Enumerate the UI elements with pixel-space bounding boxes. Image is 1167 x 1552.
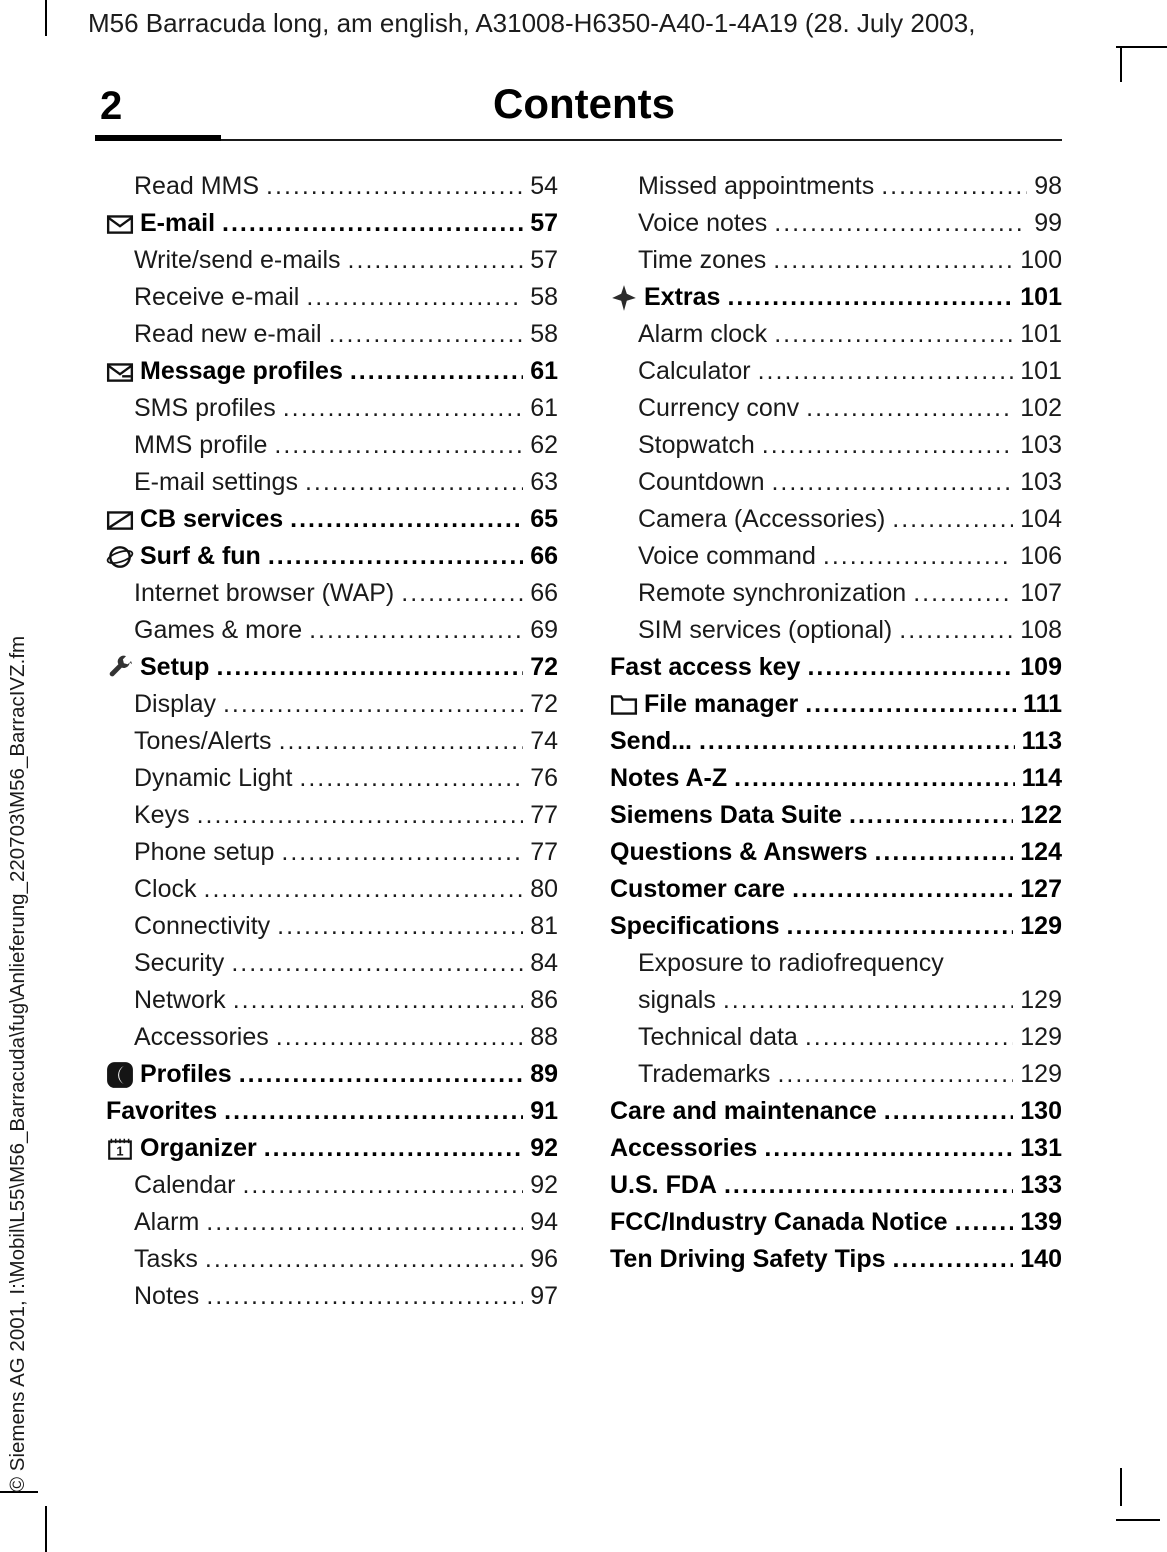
toc-entry-label: Display bbox=[134, 690, 216, 718]
toc-entry bbox=[106, 538, 558, 575]
toc-entry-page: 99 bbox=[1034, 209, 1062, 237]
toc-entry-page: 114 bbox=[1021, 764, 1062, 792]
toc-leader-dots bbox=[899, 612, 1013, 649]
toc-entry bbox=[610, 612, 1062, 649]
toc-entry-label: Ten Driving Safety Tips bbox=[610, 1245, 886, 1273]
toc-entry-label: Remote synchronization bbox=[638, 579, 907, 607]
toc-entry-label: E-mail bbox=[140, 209, 216, 237]
toc-entry bbox=[610, 1167, 1062, 1204]
toc-leader-dots bbox=[806, 390, 1013, 427]
toc-leader-dots bbox=[205, 1241, 523, 1278]
toc-entry-page: 54 bbox=[530, 172, 558, 200]
toc-leader-dots bbox=[823, 538, 1013, 575]
toc-entry-label: Setup bbox=[140, 653, 210, 681]
toc-leader-dots bbox=[874, 834, 1013, 871]
toc-entry-page: 81 bbox=[530, 912, 558, 940]
toc-entry-label: Dynamic Light bbox=[134, 764, 293, 792]
toc-entry-page: 106 bbox=[1020, 542, 1062, 570]
toc-entry bbox=[610, 464, 1062, 501]
toc-entry-page: 109 bbox=[1020, 653, 1062, 681]
document-header-line: M56 Barracuda long, am english, A31008-H6350-A40-1-4A19 (28. July 2003, bbox=[88, 8, 976, 38]
toc-entry-page: 58 bbox=[530, 283, 558, 311]
toc-leader-dots bbox=[206, 1278, 523, 1315]
toc-entry bbox=[106, 168, 558, 205]
toc-entry-page: 113 bbox=[1021, 727, 1062, 755]
toc-entry-page: 98 bbox=[1034, 172, 1062, 200]
toc-leader-dots bbox=[239, 1056, 523, 1093]
toc-entry bbox=[610, 649, 1062, 686]
toc-entry-page: 101 bbox=[1020, 357, 1062, 385]
toc-entry bbox=[106, 797, 558, 834]
toc-entry-label: Siemens Data Suite bbox=[610, 801, 843, 829]
toc-entry-label: Currency conv bbox=[638, 394, 800, 422]
email-icon bbox=[106, 210, 140, 238]
toc-leader-dots bbox=[283, 390, 523, 427]
toc-entry bbox=[106, 1241, 558, 1278]
toc-entry-page: 122 bbox=[1020, 801, 1062, 829]
toc-entry bbox=[610, 908, 1062, 945]
crop-mark bbox=[1116, 1519, 1160, 1521]
toc-entry-label: E-mail settings bbox=[134, 468, 298, 496]
toc-entry-page: 129 bbox=[1020, 912, 1062, 940]
toc-entry-page: 76 bbox=[530, 764, 558, 792]
toc-entry-label: Calendar bbox=[134, 1171, 236, 1199]
toc-leader-dots bbox=[401, 575, 523, 612]
toc-entry-label: Surf & fun bbox=[140, 542, 261, 570]
toc-leader-dots bbox=[773, 242, 1013, 279]
toc-entry-label: Exposure to radiofrequency bbox=[638, 949, 944, 977]
toc-entry bbox=[106, 575, 558, 612]
message-profiles-icon bbox=[106, 358, 140, 386]
toc-entry bbox=[106, 279, 558, 316]
cb-services-icon bbox=[106, 506, 140, 534]
toc-entry-page: 108 bbox=[1020, 616, 1062, 644]
svg-text:1: 1 bbox=[116, 1142, 124, 1158]
toc-entry bbox=[106, 1278, 558, 1315]
toc-entry bbox=[610, 168, 1062, 205]
toc-leader-dots bbox=[849, 797, 1013, 834]
toc-entry-label: Notes A-Z bbox=[610, 764, 728, 792]
toc-entry-label: SMS profiles bbox=[134, 394, 276, 422]
toc-entry bbox=[106, 316, 558, 353]
toc-leader-dots bbox=[348, 242, 524, 279]
toc-entry-page: 77 bbox=[530, 801, 558, 829]
toc-entry bbox=[610, 1093, 1062, 1130]
toc-entry-label: Connectivity bbox=[134, 912, 271, 940]
toc-entry-label: Read MMS bbox=[134, 172, 260, 200]
extras-icon bbox=[610, 284, 644, 312]
toc-entry-page: 66 bbox=[530, 579, 558, 607]
toc-leader-dots bbox=[955, 1204, 1014, 1241]
toc-leader-dots bbox=[277, 908, 523, 945]
toc-entry-label: SIM services (optional) bbox=[638, 616, 893, 644]
toc-leader-dots bbox=[309, 612, 523, 649]
toc-entry-page: 101 bbox=[1020, 283, 1062, 311]
toc-entry-label: Phone setup bbox=[134, 838, 275, 866]
toc-entry-label: Voice command bbox=[638, 542, 816, 570]
toc-entry-label: signals bbox=[638, 986, 716, 1014]
toc-entry bbox=[610, 538, 1062, 575]
toc-entry-label: Tasks bbox=[134, 1245, 198, 1273]
toc-entry-page: 111 bbox=[1023, 690, 1062, 718]
toc-leader-dots bbox=[805, 1019, 1013, 1056]
toc-entry bbox=[610, 1241, 1062, 1278]
toc-entry-page: 65 bbox=[530, 505, 558, 533]
toc-leader-dots bbox=[231, 945, 523, 982]
toc-entry-page: 139 bbox=[1020, 1208, 1062, 1236]
toc-leader-dots bbox=[305, 464, 523, 501]
toc-entry-page: 84 bbox=[530, 949, 558, 977]
crop-mark bbox=[45, 0, 47, 36]
setup-icon bbox=[106, 654, 140, 682]
toc-leader-dots bbox=[723, 982, 1013, 1019]
toc-leader-dots bbox=[884, 1093, 1014, 1130]
toc-leader-dots bbox=[787, 908, 1014, 945]
toc-entry bbox=[106, 1130, 558, 1167]
toc-entry bbox=[610, 723, 1062, 760]
toc-entry-page: 103 bbox=[1020, 468, 1062, 496]
toc-entry bbox=[610, 427, 1062, 464]
toc-entry bbox=[610, 686, 1062, 723]
toc-entry-label: Network bbox=[134, 986, 226, 1014]
toc-entry-label: Camera (Accessories) bbox=[638, 505, 886, 533]
toc-entry bbox=[610, 760, 1062, 797]
toc-entry-label: Missed appointments bbox=[638, 172, 875, 200]
toc-entry-page: 62 bbox=[530, 431, 558, 459]
toc-entry-page: 129 bbox=[1020, 1060, 1062, 1088]
toc-entry bbox=[106, 871, 558, 908]
toc-entry-page: 72 bbox=[530, 690, 558, 718]
toc-entry bbox=[610, 871, 1062, 908]
toc-entry bbox=[106, 205, 558, 242]
page-title: Contents bbox=[493, 80, 675, 127]
toc-leader-dots bbox=[774, 205, 1027, 242]
toc-entry-page: 86 bbox=[530, 986, 558, 1014]
toc-leader-dots bbox=[266, 168, 523, 205]
toc-entry bbox=[106, 1167, 558, 1204]
toc-entry-label: Voice notes bbox=[638, 209, 768, 237]
toc-entry-page: 92 bbox=[530, 1134, 558, 1162]
toc-leader-dots bbox=[224, 1093, 523, 1130]
toc-entry-page: 107 bbox=[1020, 579, 1062, 607]
toc-entry-label: Stopwatch bbox=[638, 431, 755, 459]
toc-entry-page: 140 bbox=[1020, 1245, 1062, 1273]
toc-entry bbox=[106, 945, 558, 982]
toc-entry-label: Fast access key bbox=[610, 653, 801, 681]
toc-entry-label: Care and maintenance bbox=[610, 1097, 877, 1125]
toc-entry-page: 72 bbox=[530, 653, 558, 681]
toc-leader-dots bbox=[774, 316, 1013, 353]
toc-entry bbox=[610, 1130, 1062, 1167]
toc-entry bbox=[610, 205, 1062, 242]
toc-entry-label: Read new e-mail bbox=[134, 320, 322, 348]
toc-entry-page: 129 bbox=[1020, 1023, 1062, 1051]
toc-leader-dots bbox=[807, 649, 1013, 686]
toc-entry bbox=[610, 242, 1062, 279]
toc-leader-dots bbox=[279, 723, 524, 760]
toc-entry-label: Message profiles bbox=[140, 357, 343, 385]
toc-entry-label: FCC/Industry Canada Notice bbox=[610, 1208, 948, 1236]
toc-leader-dots bbox=[306, 279, 523, 316]
toc-entry bbox=[106, 242, 558, 279]
toc-entry-label: Receive e-mail bbox=[134, 283, 300, 311]
toc-entry-label: Questions & Answers bbox=[610, 838, 868, 866]
toc-entry bbox=[610, 1019, 1062, 1056]
toc-entry-label: File manager bbox=[644, 690, 799, 718]
toc-leader-dots bbox=[805, 686, 1016, 723]
toc-entry bbox=[106, 982, 558, 1019]
toc-entry-label: Calculator bbox=[638, 357, 751, 385]
organizer-icon bbox=[106, 1135, 140, 1163]
toc-leader-dots bbox=[242, 1167, 523, 1204]
toc-entry-label: Favorites bbox=[106, 1097, 218, 1125]
toc-entry-page: 96 bbox=[530, 1245, 558, 1273]
toc-entry bbox=[106, 834, 558, 871]
toc-entry bbox=[106, 1056, 558, 1093]
toc-entry-label: Accessories bbox=[134, 1023, 269, 1051]
toc-left-column bbox=[106, 168, 558, 1315]
toc-leader-dots bbox=[233, 982, 524, 1019]
toc-leader-dots bbox=[299, 760, 523, 797]
toc-entry bbox=[610, 982, 1062, 1019]
toc-entry-page: 74 bbox=[530, 727, 558, 755]
toc-entry-label: MMS profile bbox=[134, 431, 268, 459]
toc-entry-label: Technical data bbox=[638, 1023, 798, 1051]
toc-entry-page: 69 bbox=[530, 616, 558, 644]
toc-leader-dots bbox=[274, 427, 523, 464]
toc-entry-label: Trademarks bbox=[638, 1060, 771, 1088]
toc-entry-page: 131 bbox=[1020, 1134, 1062, 1162]
toc-entry bbox=[106, 427, 558, 464]
toc-entry-label: Security bbox=[134, 949, 225, 977]
toc-entry bbox=[106, 760, 558, 797]
toc-entry-page: 129 bbox=[1020, 986, 1062, 1014]
crop-mark bbox=[45, 1506, 47, 1552]
toc-leader-dots bbox=[350, 353, 523, 390]
toc-entry-label: Alarm bbox=[134, 1208, 200, 1236]
toc-entry-page: 57 bbox=[530, 209, 558, 237]
toc-entry-page: 97 bbox=[530, 1282, 558, 1310]
toc-entry bbox=[610, 279, 1062, 316]
toc-entry-page: 77 bbox=[530, 838, 558, 866]
toc-entry bbox=[106, 908, 558, 945]
toc-entry-page: 66 bbox=[530, 542, 558, 570]
toc-leader-dots bbox=[734, 760, 1015, 797]
header-rule bbox=[106, 139, 1062, 141]
toc-entry-page: 61 bbox=[530, 357, 558, 385]
toc-entry bbox=[106, 1019, 558, 1056]
toc-leader-dots bbox=[223, 686, 523, 723]
toc-entry-page: 92 bbox=[530, 1171, 558, 1199]
toc-entry bbox=[106, 723, 558, 760]
toc-entry bbox=[610, 501, 1062, 538]
toc-entry-label: Countdown bbox=[638, 468, 765, 496]
toc-leader-dots bbox=[206, 1204, 523, 1241]
toc-entry bbox=[610, 575, 1062, 612]
crop-mark bbox=[1120, 1468, 1122, 1506]
toc-entry-label: Time zones bbox=[638, 246, 767, 274]
toc-entry bbox=[106, 1093, 558, 1130]
toc-entry bbox=[106, 612, 558, 649]
toc-entry bbox=[106, 464, 558, 501]
toc-entry-page: 58 bbox=[530, 320, 558, 348]
toc-leader-dots bbox=[197, 797, 524, 834]
toc-entry-wrap-line bbox=[610, 945, 1062, 982]
profiles-icon bbox=[106, 1061, 140, 1089]
toc-leader-dots bbox=[881, 168, 1027, 205]
toc-entry-page: 63 bbox=[530, 468, 558, 496]
file-manager-icon bbox=[610, 691, 644, 719]
toc-entry-page: 80 bbox=[530, 875, 558, 903]
toc-leader-dots bbox=[329, 316, 524, 353]
toc-entry bbox=[610, 834, 1062, 871]
toc-leader-dots bbox=[892, 501, 1013, 538]
toc-entry bbox=[106, 390, 558, 427]
toc-entry-label: Internet browser (WAP) bbox=[134, 579, 395, 607]
toc-entry-label: Notes bbox=[134, 1282, 200, 1310]
toc-leader-dots bbox=[727, 279, 1013, 316]
toc-entry bbox=[106, 649, 558, 686]
toc-leader-dots bbox=[290, 501, 523, 538]
toc-leader-dots bbox=[222, 205, 523, 242]
toc-entry bbox=[610, 1056, 1062, 1093]
toc-right-column bbox=[610, 168, 1062, 1278]
header-rule-thick-segment bbox=[95, 135, 221, 141]
crop-mark bbox=[1120, 46, 1122, 82]
toc-entry bbox=[106, 353, 558, 390]
toc-leader-dots bbox=[276, 1019, 523, 1056]
toc-entry-label: Keys bbox=[134, 801, 190, 829]
toc-entry bbox=[610, 1204, 1062, 1241]
toc-entry-page: 100 bbox=[1020, 246, 1062, 274]
toc-entry bbox=[610, 797, 1062, 834]
toc-leader-dots bbox=[281, 834, 523, 871]
toc-entry-label: Alarm clock bbox=[638, 320, 768, 348]
toc-entry-label: Profiles bbox=[140, 1060, 232, 1088]
toc-leader-dots bbox=[771, 464, 1013, 501]
toc-entry-page: 101 bbox=[1020, 320, 1062, 348]
toc-entry-page: 124 bbox=[1020, 838, 1062, 866]
toc-entry-label: Customer care bbox=[610, 875, 786, 903]
toc-entry bbox=[106, 1204, 558, 1241]
toc-entry-page: 102 bbox=[1020, 394, 1062, 422]
toc-entry-page: 103 bbox=[1020, 431, 1062, 459]
toc-entry-label: Extras bbox=[644, 283, 721, 311]
toc-leader-dots bbox=[724, 1167, 1013, 1204]
toc-entry-page: 94 bbox=[530, 1208, 558, 1236]
toc-entry-label: U.S. FDA bbox=[610, 1171, 717, 1199]
toc-entry bbox=[106, 686, 558, 723]
toc-leader-dots bbox=[268, 538, 523, 575]
toc-leader-dots bbox=[764, 1130, 1013, 1167]
page-number: 2 bbox=[100, 84, 123, 128]
toc-leader-dots bbox=[758, 353, 1014, 390]
toc-entry bbox=[106, 501, 558, 538]
toc-entry-label: Accessories bbox=[610, 1134, 758, 1162]
toc-entry-label: Specifications bbox=[610, 912, 780, 940]
surf-fun-icon bbox=[106, 543, 140, 571]
toc-leader-dots bbox=[792, 871, 1013, 908]
toc-entry-label: Send... bbox=[610, 727, 692, 755]
sidebar-filepath-text: © Siemens AG 2001, I:\Mobil\L55\M56_Barracuda\fug\Anlieferung_220703\M56_BarracIVZ.fm bbox=[6, 635, 29, 1492]
toc-entry-label: Clock bbox=[134, 875, 197, 903]
toc-leader-dots bbox=[264, 1130, 523, 1167]
toc-entry-label: Games & more bbox=[134, 616, 303, 644]
toc-leader-dots bbox=[204, 871, 524, 908]
toc-entry-label: Organizer bbox=[140, 1134, 257, 1162]
toc-entry bbox=[610, 316, 1062, 353]
toc-entry bbox=[610, 353, 1062, 390]
toc-leader-dots bbox=[216, 649, 523, 686]
toc-entry-page: 89 bbox=[530, 1060, 558, 1088]
toc-entry-label: Write/send e-mails bbox=[134, 246, 341, 274]
crop-mark bbox=[1116, 46, 1167, 48]
toc-entry-page: 130 bbox=[1020, 1097, 1062, 1125]
toc-leader-dots bbox=[777, 1056, 1013, 1093]
toc-entry-page: 133 bbox=[1020, 1171, 1062, 1199]
toc-entry bbox=[610, 390, 1062, 427]
toc-entry-page: 91 bbox=[530, 1097, 558, 1125]
toc-leader-dots bbox=[762, 427, 1014, 464]
toc-entry-label: Tones/Alerts bbox=[134, 727, 272, 755]
toc-leader-dots bbox=[699, 723, 1015, 760]
toc-entry-label: CB services bbox=[140, 505, 284, 533]
toc-leader-dots bbox=[893, 1241, 1014, 1278]
toc-entry-page: 57 bbox=[530, 246, 558, 274]
toc-entry-page: 104 bbox=[1020, 505, 1062, 533]
toc-entry-page: 88 bbox=[530, 1023, 558, 1051]
toc-entry-page: 127 bbox=[1020, 875, 1062, 903]
toc-leader-dots bbox=[913, 575, 1013, 612]
toc-entry-page: 61 bbox=[530, 394, 558, 422]
